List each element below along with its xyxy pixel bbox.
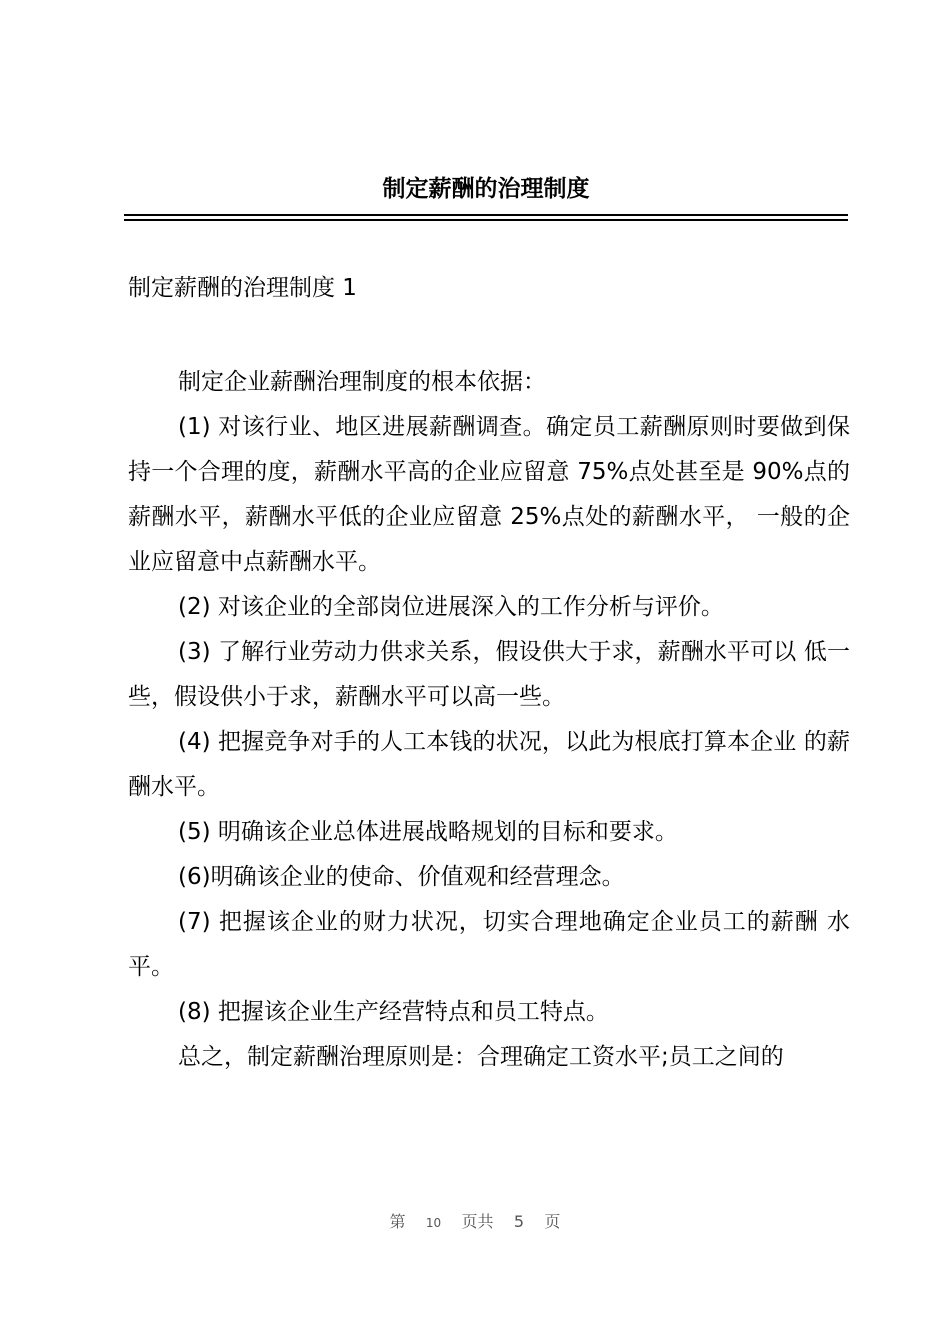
paragraph-item-6: (6)明确该企业的使命、价值观和经营理念。 bbox=[178, 864, 625, 890]
title-double-rule bbox=[124, 214, 848, 221]
footer-prefix: 第 bbox=[389, 1212, 406, 1231]
footer-suffix: 页 bbox=[544, 1212, 561, 1231]
paragraph-item-8: (8) 把握该企业生产经营特点和员工特点。 bbox=[178, 999, 609, 1025]
page-title: 制定薪酬的治理制度 bbox=[382, 176, 590, 202]
paragraph-item-7: (7) 把握该企业的财力状况，切实合理地确定企业员工的薪酬 水平。 bbox=[128, 909, 850, 980]
paragraph-intro: 制定企业薪酬治理制度的根本依据： bbox=[178, 369, 546, 395]
page-footer bbox=[0, 1211, 950, 1234]
body-text bbox=[128, 360, 850, 1080]
footer-current-page: 10 bbox=[425, 1216, 442, 1230]
paragraph-item-4: (4) 把握竞争对手的人工本钱的状况，以此为根底打算本企业 的薪酬水平。 bbox=[128, 729, 850, 800]
footer-total-pages: 5 bbox=[513, 1212, 525, 1231]
paragraph-item-2: (2) 对该企业的全部岗位进展深入的工作分析与评价。 bbox=[178, 594, 724, 620]
paragraph-summary: 总之，制定薪酬治理原则是：合理确定工资水平;员工之间的 bbox=[178, 1044, 784, 1070]
section-heading: 制定薪酬的治理制度 1 bbox=[128, 275, 357, 301]
footer-middle: 页共 bbox=[461, 1212, 494, 1231]
paragraph-item-3: (3) 了解行业劳动力供求关系，假设供大于求，薪酬水平可以 低一些，假设供小于求，薪酬水平可以高一些。 bbox=[128, 639, 850, 710]
paragraph-item-5: (5) 明确该企业总体进展战略规划的目标和要求。 bbox=[178, 819, 678, 845]
paragraph-item-1: (1) 对该行业、地区进展薪酬调查。确定员工薪酬原则时要做到保持一个合理的度，薪酬水平高的企业应留意 75%点处甚至是 90%点的薪酬水平，薪酬水平低的企业应留意 25%点处的薪酬水平， 一般的企业应留意中点薪酬水平。 bbox=[128, 414, 850, 575]
